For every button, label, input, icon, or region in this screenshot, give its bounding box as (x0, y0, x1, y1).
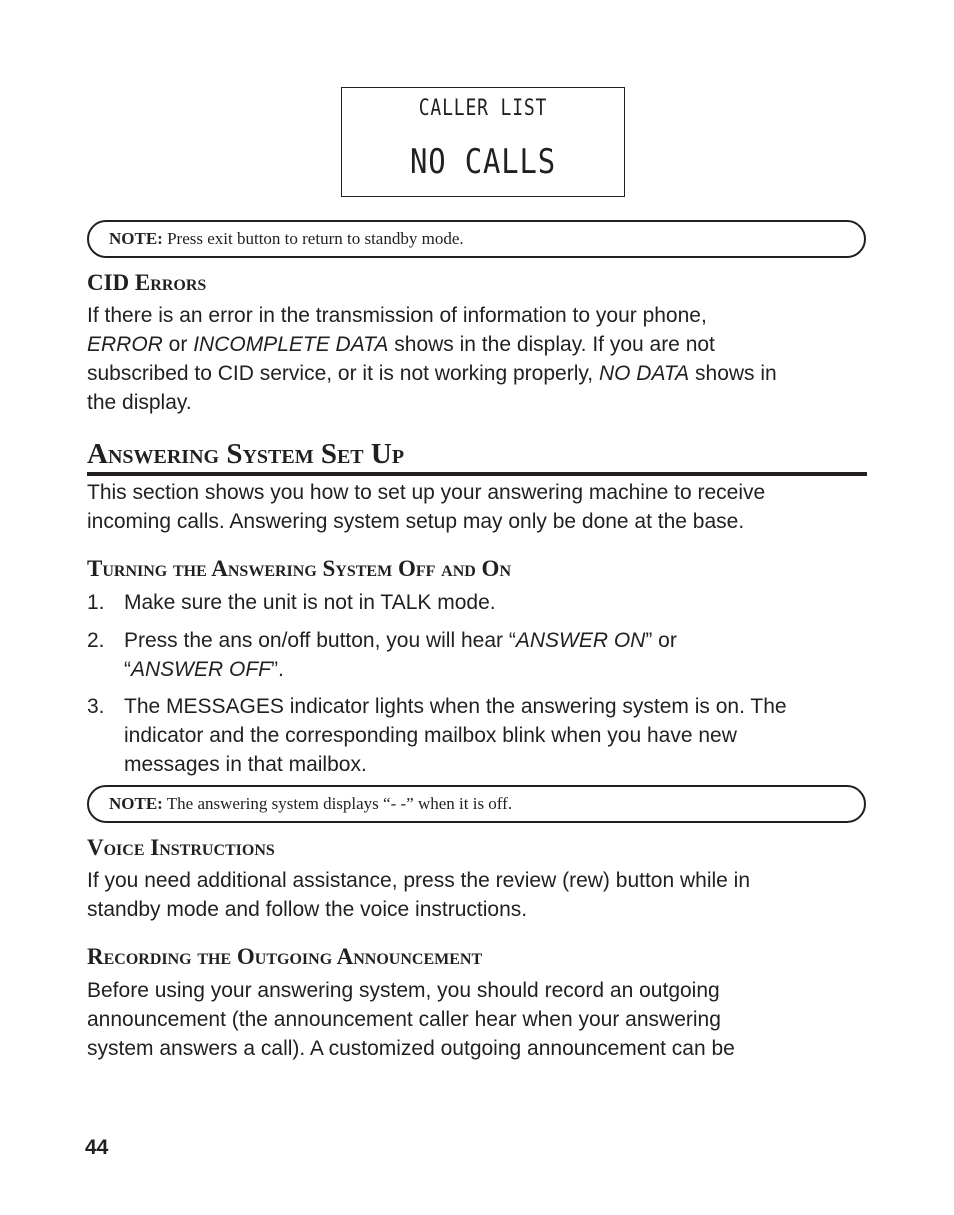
error-term: ERROR (87, 333, 163, 356)
recording-line-2: announcement (the announcement caller hear when your answering (87, 1008, 721, 1031)
recording-line-3: system answers a call). A customized outgoing announcement can be (87, 1037, 735, 1060)
note-box-off-display (87, 785, 866, 823)
display-line-2: NO CALLS (409, 142, 556, 182)
cid-line-1: If there is an error in the transmission of information to your phone, (87, 304, 707, 327)
cid-line-3-text-a: subscribed to CID service, or it is not working properly, (87, 362, 599, 385)
answering-intro-line-1: This section shows you how to set up your answering machine to receive (87, 481, 766, 504)
cid-errors-heading: CID Errors (87, 270, 207, 295)
answer-off-term: ANSWER OFF (131, 658, 271, 681)
step-number: 3. (87, 695, 105, 718)
step-3-line-3: messages in that mailbox. (124, 753, 367, 776)
cid-line-3-text-b: shows in (689, 362, 777, 385)
incomplete-data-term: INCOMPLETE DATA (193, 333, 389, 356)
voice-line-1: If you need additional assistance, press the review (rew) button while in (87, 869, 751, 892)
recording-line-1: Before using your answering system, you should record an outgoing (87, 979, 720, 1002)
step-3-line-1: The MESSAGES indicator lights when the answering system is on. The (124, 695, 787, 718)
step-number: 1. (87, 591, 105, 614)
note-label: NOTE: (109, 229, 163, 248)
answering-intro-line-2: incoming calls. Answering system setup may only be done at the base. (87, 510, 745, 533)
answering-intro (87, 478, 877, 536)
note-box-exit (87, 220, 866, 258)
cid-line-2-text-b: shows in the display. If you are not (388, 333, 715, 356)
answer-on-term: ANSWER ON (515, 629, 646, 652)
recording-paragraph (87, 976, 877, 1063)
note-text: The answering system displays “- -” when it is off. (166, 794, 513, 813)
voice-line-2: standby mode and follow the voice instructions. (87, 898, 528, 921)
step-2-line-1 (124, 626, 874, 655)
cid-line-3 (87, 359, 877, 388)
page-number: 44 (85, 1136, 109, 1159)
turning-heading: Turning the Answering System Off and On (87, 556, 512, 581)
cid-line-4: the display. (87, 391, 192, 414)
cid-line-2 (87, 330, 877, 359)
step-2-line-2 (124, 655, 874, 684)
no-data-term: NO DATA (598, 362, 690, 385)
step-2-text-c: “ (124, 658, 131, 681)
display-line-1: CALLER LIST (418, 96, 548, 121)
note-label: NOTE: (109, 794, 163, 813)
step-2-text-a: Press the ans on/off button, you will hear “ (124, 629, 516, 652)
step-2-text-d: ”. (271, 658, 284, 681)
step-number: 2. (87, 629, 105, 652)
voice-instructions-paragraph (87, 866, 877, 924)
lcd-display (341, 87, 625, 197)
cid-errors-paragraph (87, 301, 877, 417)
step-1-line-1: Make sure the unit is not in TALK mode. (124, 591, 496, 614)
recording-heading: Recording the Outgoing Announcement (87, 944, 483, 969)
answering-system-heading: Answering System Set Up (87, 436, 867, 476)
note-text: Press exit button to return to standby mode. (167, 229, 464, 248)
cid-line-2-text-a: or (162, 333, 194, 356)
voice-instructions-heading: Voice Instructions (87, 835, 275, 860)
step-2-text-b: ” or (645, 629, 677, 652)
step-3-line-2: indicator and the corresponding mailbox blink when you have new (124, 724, 737, 747)
